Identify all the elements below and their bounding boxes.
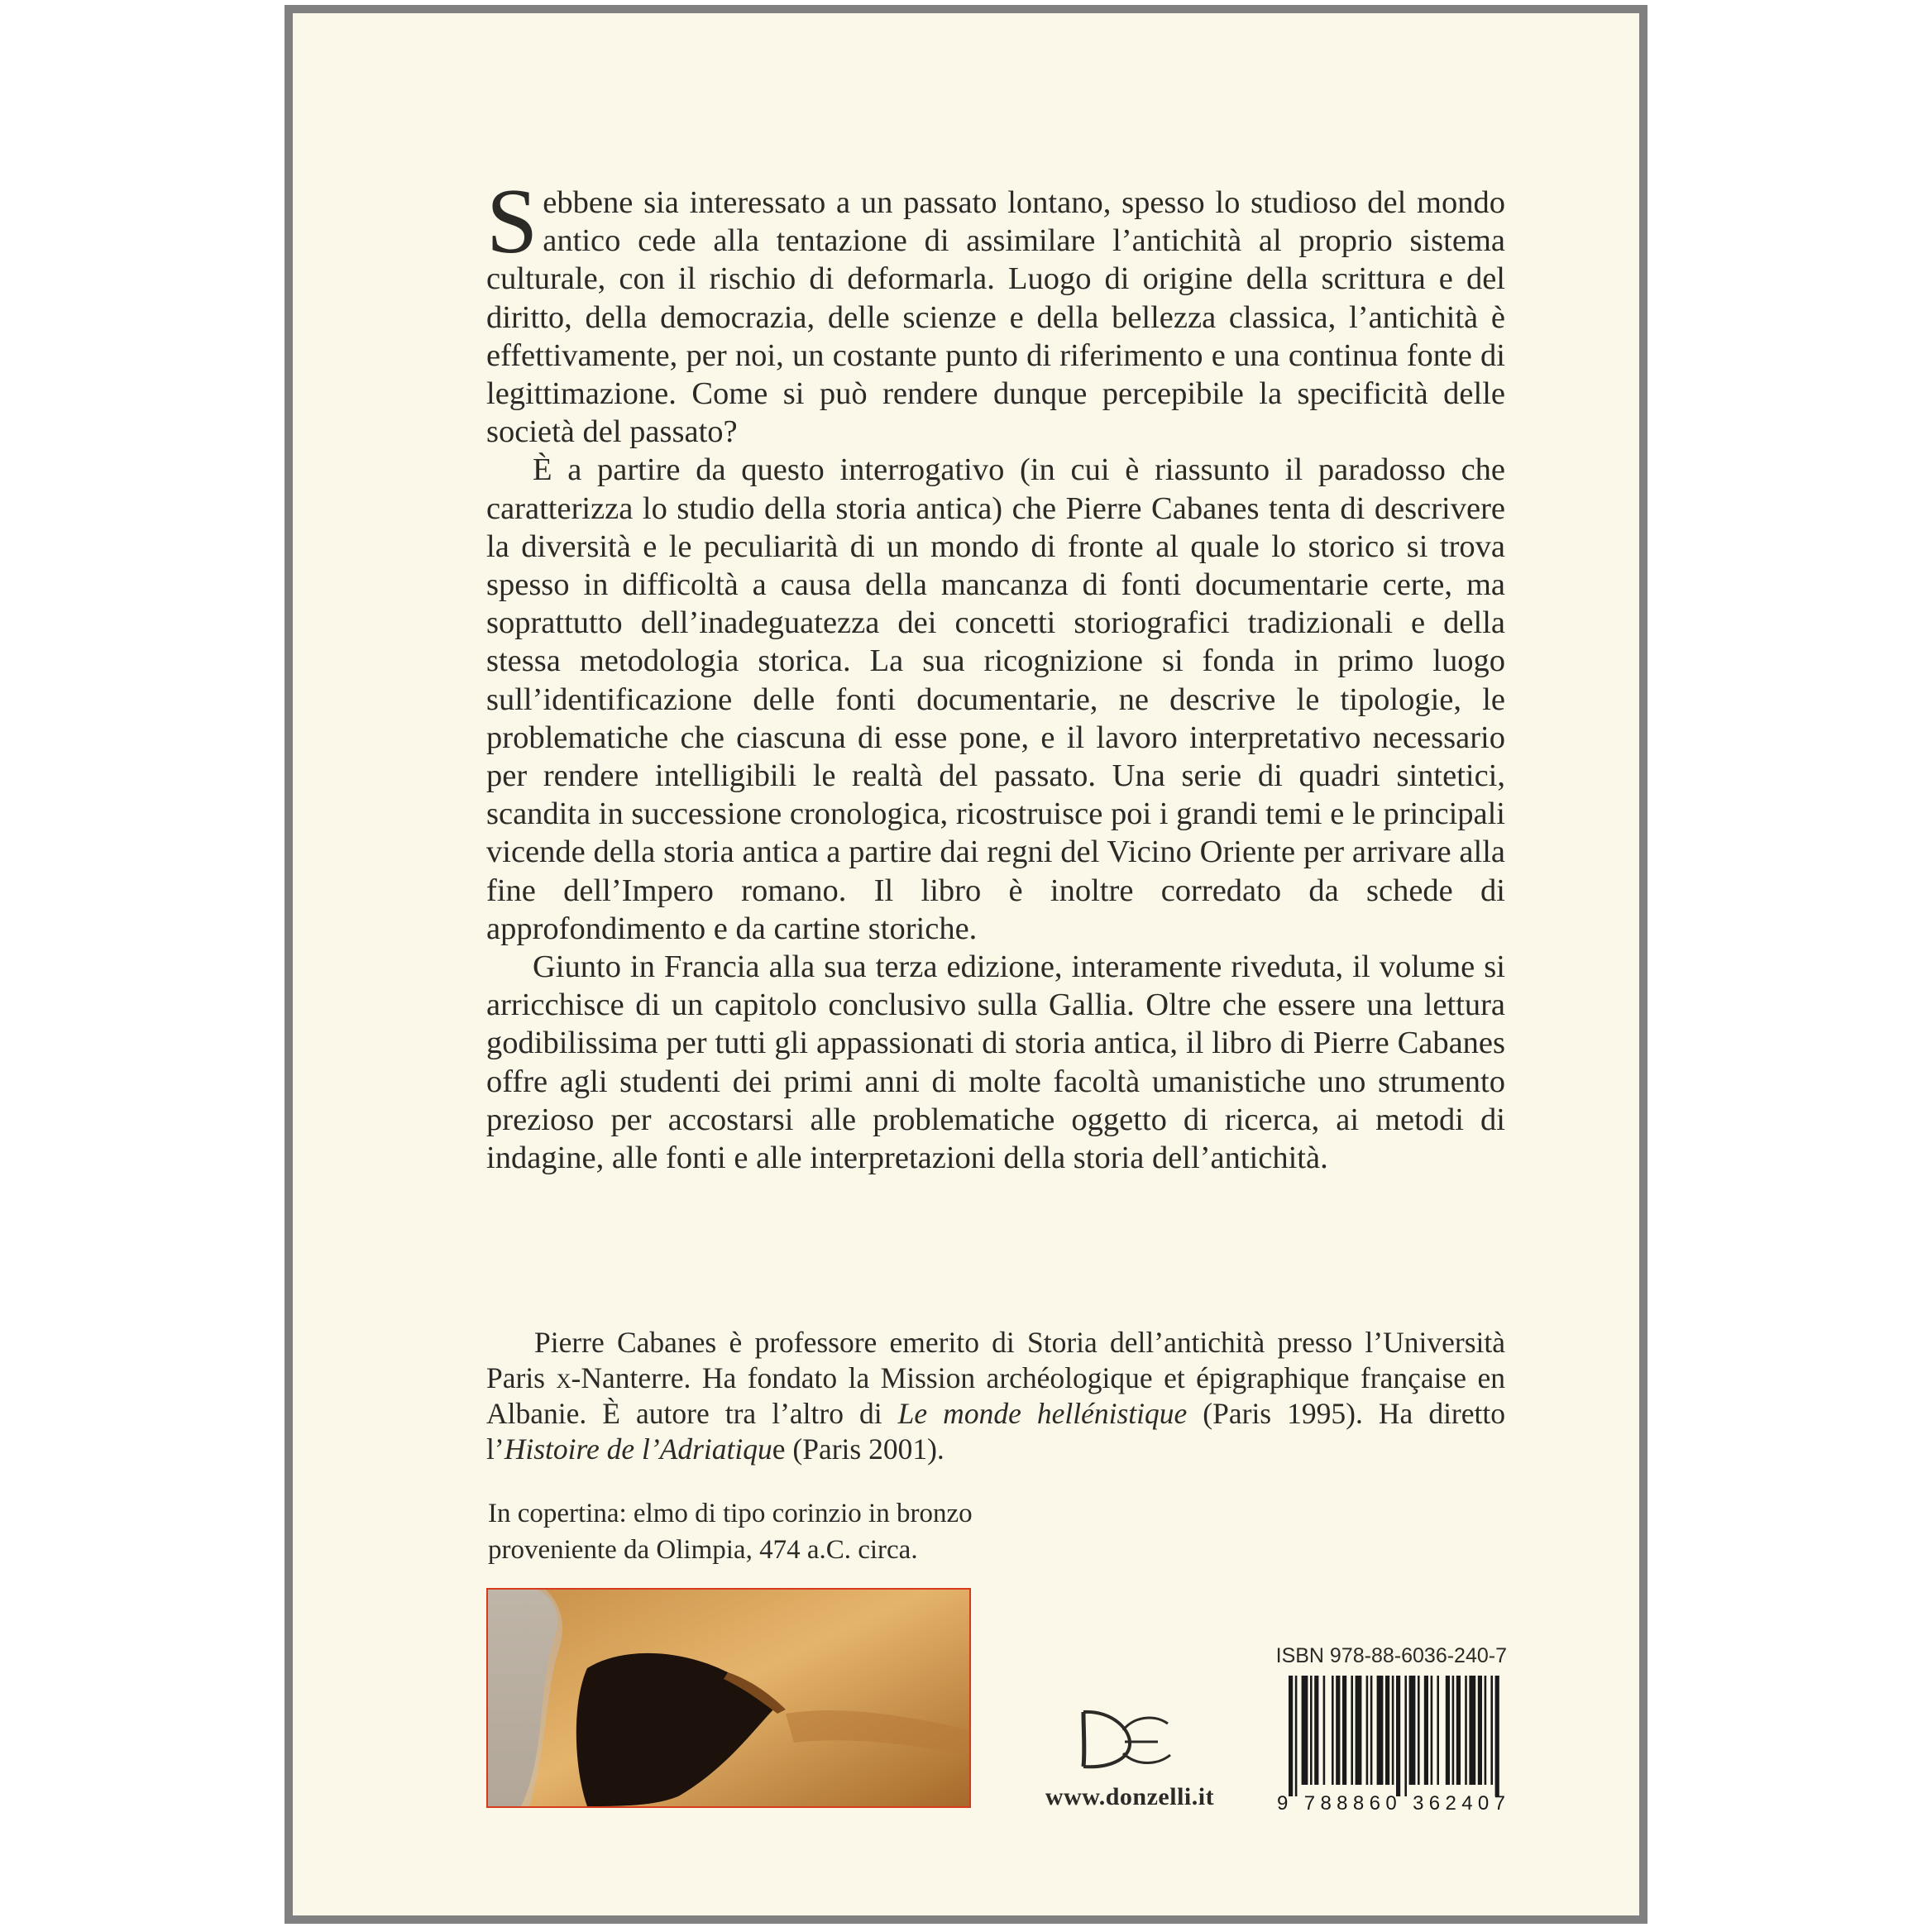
barcode-bar bbox=[1392, 1676, 1394, 1785]
barcode-bar bbox=[1356, 1676, 1362, 1785]
barcode-bar bbox=[1409, 1676, 1416, 1785]
bio-text: (Paris 1995). Ha diretto l’ bbox=[486, 1397, 1505, 1466]
barcode-bar bbox=[1465, 1676, 1467, 1785]
bio-text: e (Paris 2001). bbox=[772, 1432, 944, 1466]
barcode-bar bbox=[1323, 1676, 1326, 1785]
bio-text: Pierre Cabanes è professore emerito di Storia dell’antichità presso l’Università Paris bbox=[486, 1326, 1505, 1394]
author-bio bbox=[486, 1325, 1505, 1467]
barcode-bar bbox=[1404, 1676, 1407, 1796]
isbn-label: ISBN 978-88-6036-240-7 bbox=[1275, 1644, 1507, 1667]
cover-credit bbox=[488, 1495, 1117, 1568]
cover-credit-line-2: proveniente da Olimpia, 474 a.C. circa. bbox=[488, 1535, 918, 1565]
barcode-bar bbox=[1424, 1676, 1428, 1785]
barcode-bar bbox=[1366, 1676, 1369, 1785]
drop-cap: S bbox=[486, 170, 538, 273]
barcode-bar bbox=[1336, 1676, 1340, 1785]
cover-credit-line-1: In copertina: elmo di tipo corinzio in bronzo bbox=[488, 1499, 973, 1528]
barcode-bar bbox=[1495, 1676, 1499, 1796]
blurb-paragraph-1 bbox=[486, 170, 1505, 451]
barcode-bar bbox=[1469, 1676, 1475, 1785]
barcode-bar bbox=[1377, 1676, 1384, 1785]
barcode-bar bbox=[1485, 1676, 1487, 1785]
barcode-bar bbox=[1418, 1676, 1420, 1785]
barcode-bar bbox=[1446, 1676, 1450, 1785]
barcode-digits: 9 788860 362407 bbox=[1277, 1792, 1505, 1815]
barcode-bar bbox=[1431, 1676, 1433, 1785]
barcode-bar bbox=[1342, 1676, 1346, 1785]
barcode-bar bbox=[1385, 1676, 1389, 1785]
barcode-bar bbox=[1351, 1676, 1353, 1785]
barcode-bar bbox=[1437, 1676, 1439, 1785]
helmet-image bbox=[488, 1590, 969, 1806]
blurb-paragraph-3: Giunto in Francia alla sua terza edizione, interamente riveduta, il volume si arricchisce di un capitolo conclusivo sulla Gallia. Oltre che essere una lettura godibilissima per tutti gli appassionati di storia antica, il libro di Pierre Cabanes offre agli studenti dei primi anni di molte facoltà umanistiche uno strumento prezioso per accostarsi alle problematiche oggetto di ricerca, ai metodi di indagine, alle fonti e alle interpretazioni della storia dell’antichità. bbox=[486, 949, 1505, 1176]
barcode-bar bbox=[1490, 1676, 1493, 1785]
barcode-bar bbox=[1370, 1676, 1373, 1785]
bio-text: -Nanterre. Ha fondato la Mission archéologique et épigraphique française en Albanie. È autore tra l’altro di bbox=[486, 1361, 1506, 1430]
barcode-bar bbox=[1478, 1676, 1482, 1785]
blurb-paragraph-2: È a partire da questo interrogativo (in cui è riassunto il paradosso che caratterizza lo studio della storia antica) che Pierre Cabanes tenta di descrivere la diversità e le peculiarità di un mondo di fronte al quale lo storico si trova spesso in difficoltà a causa della mancanza di fonti documentarie certe, ma soprattutto dell’inadeguatezza dei concetti storiografici tradizionali e della stessa metodologia storica. La sua ricognizione si fonda in primo luogo sull’identificazione delle fonti documentarie, ne descrive le tipologie, le problematiche che ciascuna di esse pone, e il lavoro interpretativo necessario per rendere intelligibili le realtà del passato. Una serie di quadri sintetici, scandita in successione cronologica, ricostruisce poi i grandi temi e le principali vicende della storia antica a partire dai regni del Vicino Oriente per arrivare alla fine dell’Impero romano. Il libro è inoltre corredato da schede di approfondimento e da cartine storiche. bbox=[486, 452, 1505, 946]
bio-roman-numeral: x bbox=[556, 1361, 571, 1394]
barcode-bar bbox=[1314, 1676, 1318, 1785]
barcode-bar bbox=[1310, 1676, 1313, 1785]
book-title-2: Histoire de l’Adriatiqu bbox=[504, 1432, 772, 1466]
donzelli-logo-icon bbox=[1075, 1705, 1183, 1772]
barcode-icon bbox=[1277, 1676, 1509, 1815]
barcode bbox=[1277, 1676, 1509, 1815]
barcode-bar bbox=[1302, 1676, 1308, 1785]
barcode-bar bbox=[1396, 1676, 1400, 1796]
barcode-bar bbox=[1456, 1676, 1461, 1785]
barcode-bar bbox=[1289, 1676, 1293, 1796]
blurb-paragraph-1-text: ebbene sia interessato a un passato lontano, spesso lo studioso del mondo antico cede alla tentazione di assimilare l’antichità al proprio sistema culturale, con il rischio di deformarla. Luogo di origine della scrittura e del diritto, della democrazia, delle scienze e della bellezza classica, l’antichità è effettivamente, per noi, un costante punto di riferimento e una continua fonte di legittimazione. Come si può rendere dunque percepibile la specificità delle società del passato? bbox=[486, 185, 1505, 450]
book-title-1: Le monde hellénistique bbox=[897, 1397, 1188, 1430]
barcode-bar bbox=[1295, 1676, 1298, 1796]
barcode-bar bbox=[1332, 1676, 1334, 1785]
publisher-logo bbox=[1075, 1705, 1183, 1772]
blurb-text bbox=[486, 170, 1505, 1177]
helmet-photo bbox=[486, 1588, 971, 1808]
publisher-website[interactable]: www.donzelli.it bbox=[1045, 1783, 1215, 1810]
barcode-bar bbox=[1452, 1676, 1455, 1785]
